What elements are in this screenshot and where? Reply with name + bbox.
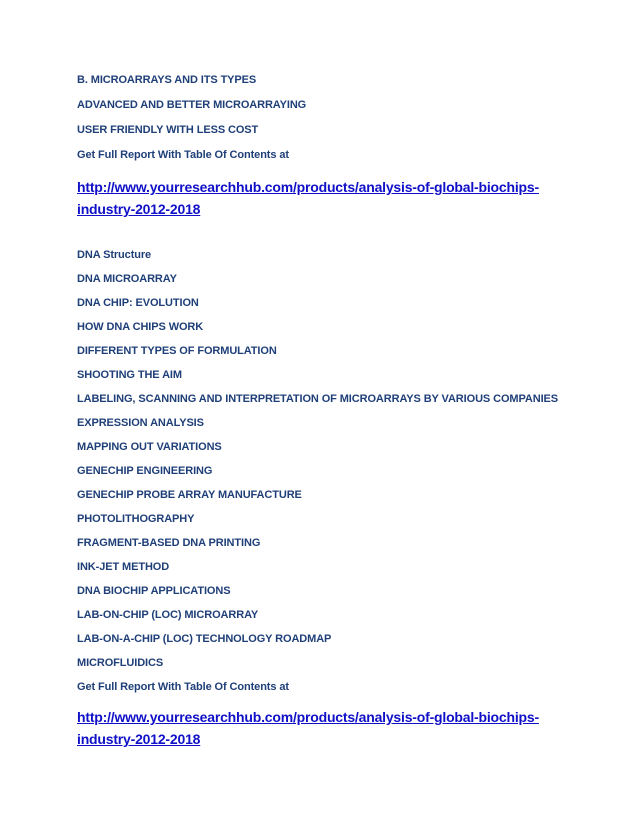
report-link-bottom[interactable]	[77, 706, 539, 750]
toc-item: HOW DNA CHIPS WORK	[77, 321, 204, 333]
report-link-top-line1[interactable]: http://www.yourresearchhub.com/products/analysis-of-global-biochips-	[77, 179, 539, 195]
toc-item: FRAGMENT-BASED DNA PRINTING	[77, 537, 261, 549]
toc-item: LABELING, SCANNING AND INTERPRETATION OF MICROARRAYS BY VARIOUS COMPANIES	[77, 393, 559, 405]
toc-item: LAB-ON-CHIP (LOC) MICROARRAY	[77, 609, 259, 621]
toc-item: DNA MICROARRAY	[77, 273, 177, 285]
report-intro-text: Get Full Report With Table Of Contents at	[77, 149, 289, 161]
toc-item: LAB-ON-A-CHIP (LOC) TECHNOLOGY ROADMAP	[77, 633, 332, 645]
toc-item: DNA BIOCHIP APPLICATIONS	[77, 585, 231, 597]
toc-item: INK-JET METHOD	[77, 561, 170, 573]
section-heading-microarrays: B. MICROARRAYS AND ITS TYPES	[77, 74, 257, 86]
toc-item: PHOTOLITHOGRAPHY	[77, 513, 195, 525]
toc-item: SHOOTING THE AIM	[77, 369, 182, 381]
toc-item: MAPPING OUT VARIATIONS	[77, 441, 222, 453]
toc-item: GENECHIP ENGINEERING	[77, 465, 213, 477]
toc-item: DNA Structure	[77, 249, 152, 261]
report-intro-text-bottom: Get Full Report With Table Of Contents at	[77, 681, 289, 693]
toc-item: GENECHIP PROBE ARRAY MANUFACTURE	[77, 489, 302, 501]
report-link-top[interactable]	[77, 176, 539, 220]
heading-advanced-microarraying: ADVANCED AND BETTER MICROARRAYING	[77, 99, 307, 111]
heading-user-friendly: USER FRIENDLY WITH LESS COST	[77, 124, 259, 136]
toc-item: MICROFLUIDICS	[77, 657, 164, 669]
report-link-bottom-line1[interactable]: http://www.yourresearchhub.com/products/analysis-of-global-biochips-	[77, 709, 539, 725]
report-link-top-line2[interactable]: industry-2012-2018	[77, 201, 201, 217]
toc-item: EXPRESSION ANALYSIS	[77, 417, 204, 429]
report-link-bottom-line2[interactable]: industry-2012-2018	[77, 731, 201, 747]
toc-item: DNA CHIP: EVOLUTION	[77, 297, 199, 309]
toc-item: DIFFERENT TYPES OF FORMULATION	[77, 345, 277, 357]
